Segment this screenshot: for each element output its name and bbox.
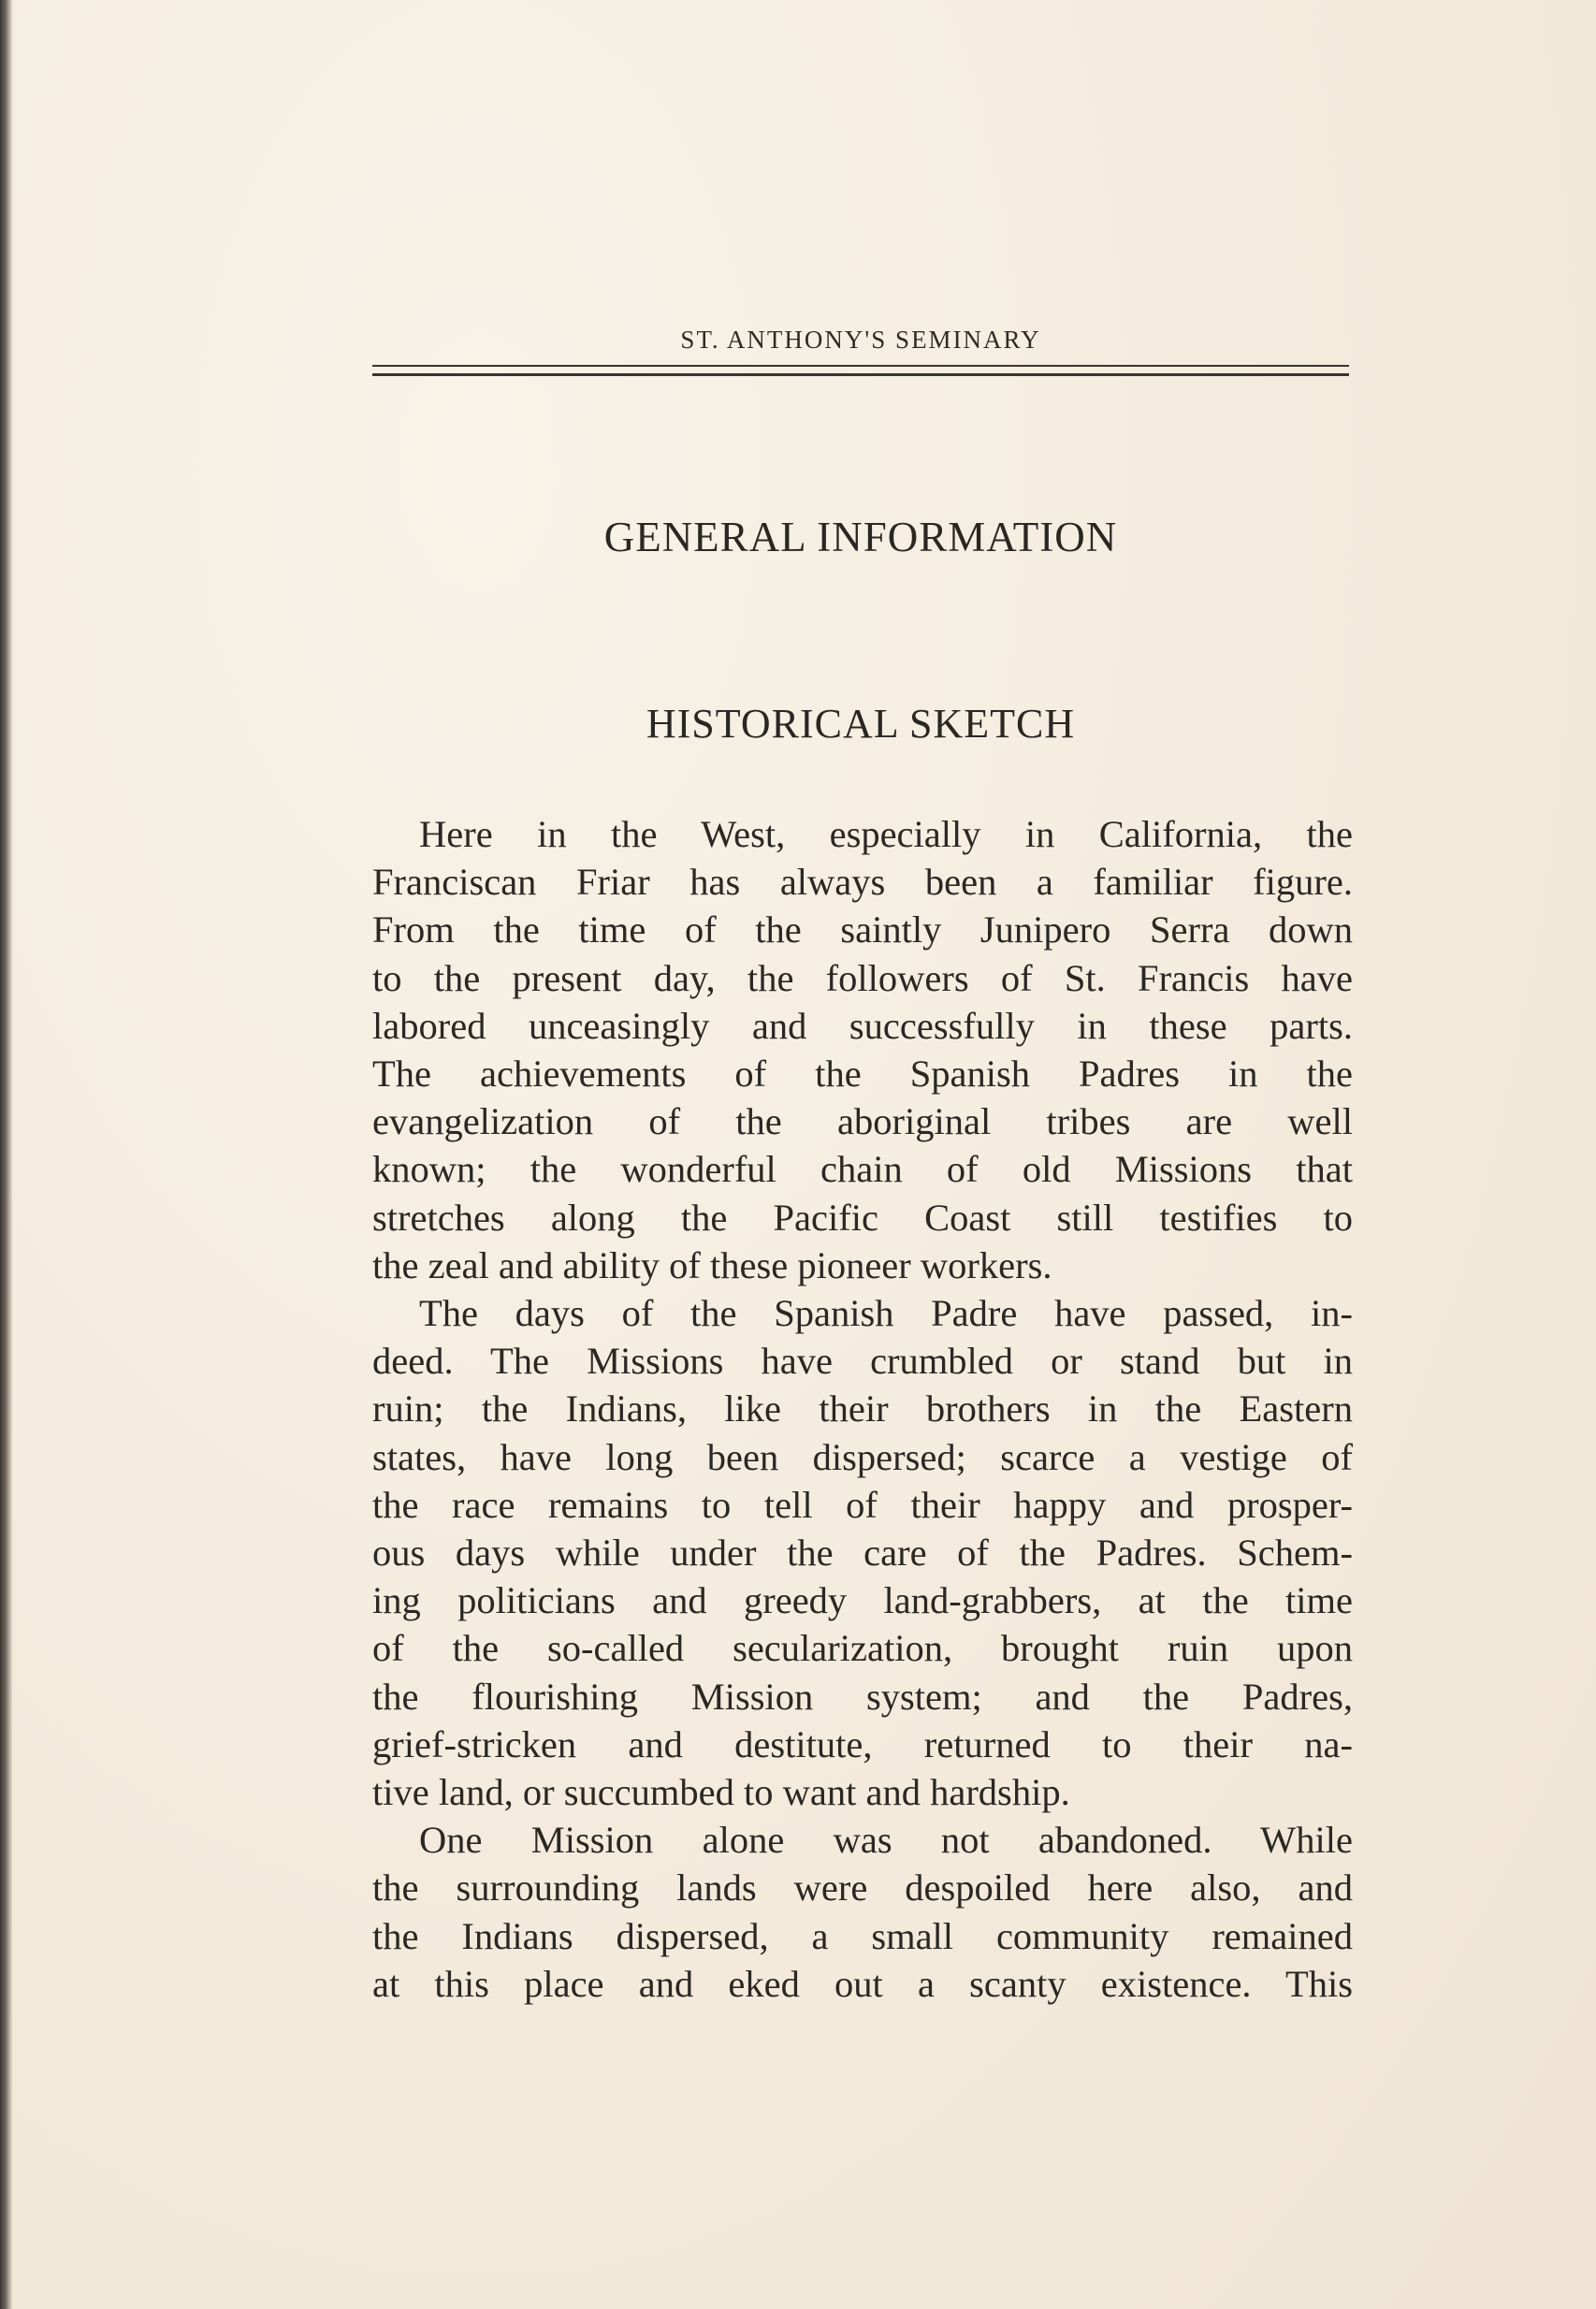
- running-head: ST. ANTHONY'S SEMINARY: [680, 326, 1041, 354]
- subsection-title: HISTORICAL SKETCH: [646, 701, 1076, 747]
- text-line: From the time of the saintly Junipero Serra down: [372, 908, 1353, 951]
- body-text: [372, 810, 1353, 2008]
- text-line: Franciscan Friar has always been a familiar figure.: [372, 861, 1353, 904]
- text-line: One Mission alone was not abandoned. While: [419, 1819, 1353, 1862]
- text-line: The days of the Spanish Padre have passed, in-: [419, 1292, 1353, 1335]
- header-rule-thin: [372, 365, 1349, 367]
- text-line: deed. The Missions have crumbled or stand but in: [372, 1340, 1353, 1383]
- text-line: the surrounding lands were despoiled here also, and: [372, 1866, 1353, 1910]
- text-line: at this place and eked out a scanty existence. This: [372, 1962, 1353, 2005]
- text-line: tive land, or succumbed to want and hardship.: [372, 1771, 1070, 1814]
- text-line: states, have long been dispersed; scarce a vestige of: [372, 1435, 1353, 1478]
- section-title: GENERAL INFORMATION: [603, 514, 1118, 560]
- text-line: grief-stricken and destitute, returned to their na-: [372, 1722, 1353, 1765]
- text-line: the zeal and ability of these pioneer workers.: [372, 1243, 1052, 1286]
- page-binding-edge: [0, 0, 13, 2309]
- text-line: stretches along the Pacific Coast still testifies to: [372, 1196, 1353, 1239]
- text-line: to the present day, the followers of St. Francis have: [372, 956, 1353, 999]
- text-line: the flourishing Mission system; and the Padres,: [372, 1675, 1353, 1718]
- text-line: known; the wonderful chain of old Missions that: [372, 1148, 1353, 1191]
- header-rule-thick: [372, 373, 1349, 376]
- text-line: ruin; the Indians, like their brothers in the Eastern: [372, 1387, 1353, 1430]
- text-line: the race remains to tell of their happy and prosper-: [372, 1483, 1353, 1526]
- text-line: of the so-called secularization, brought ruin upon: [372, 1627, 1353, 1670]
- text-line: Here in the West, especially in California, the: [419, 813, 1353, 855]
- text-line: ous days while under the care of the Padres. Schem-: [372, 1532, 1353, 1575]
- text-line: evangelization of the aboriginal tribes are well: [372, 1100, 1353, 1143]
- text-line: labored unceasingly and successfully in these parts.: [372, 1004, 1353, 1047]
- text-line: The achievements of the Spanish Padres in the: [372, 1053, 1353, 1096]
- text-line: ing politicians and greedy land-grabbers, at the time: [372, 1579, 1353, 1622]
- text-line: the Indians dispersed, a small community remained: [372, 1914, 1353, 1957]
